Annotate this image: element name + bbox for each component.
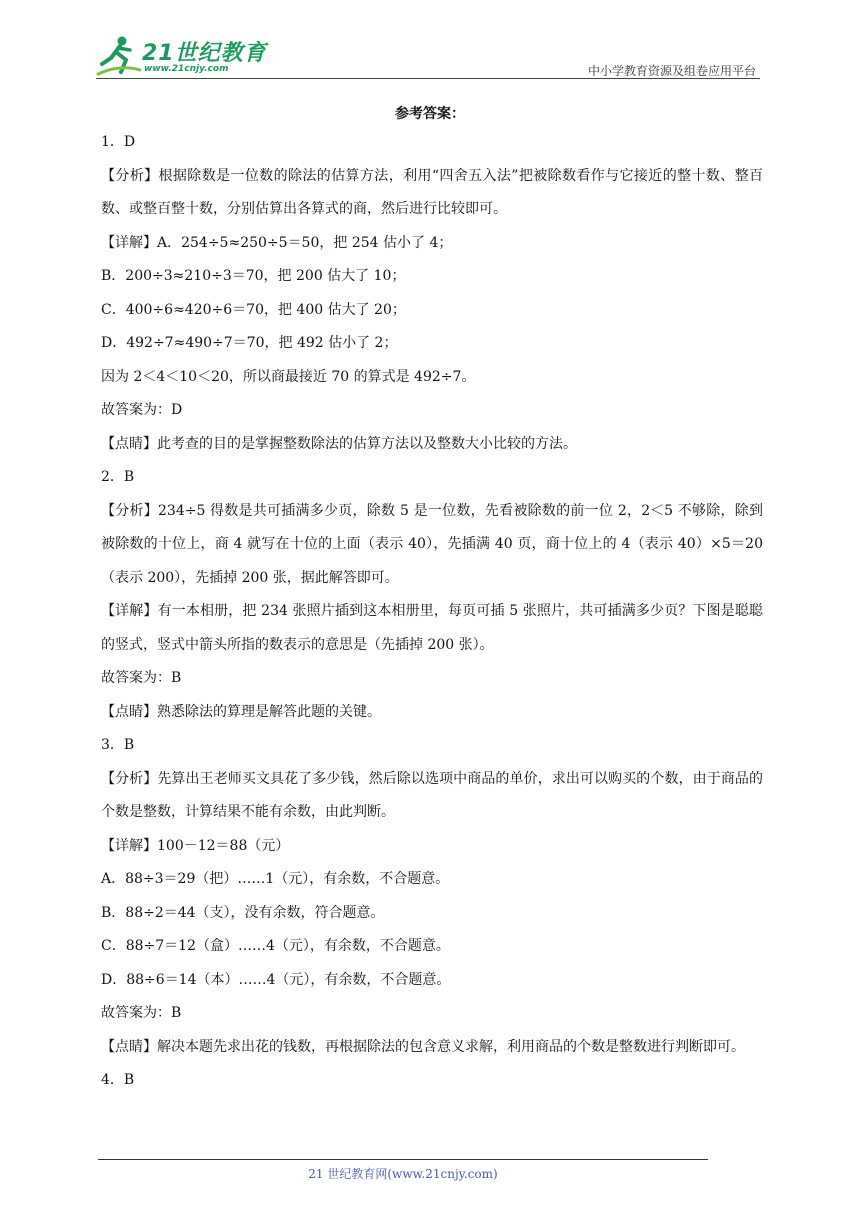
answer-line: 【详解】A．254÷5≈250÷5＝50，把 254 估小了 4； <box>101 234 453 251</box>
answer-line: 【点睛】解决本题先求出花的钱数，再根据除法的包含意义求解，利用商品的个数是整数进行判断即可。 <box>101 1038 745 1055</box>
answer-line: A．88÷3＝29（把）……1（元），有余数，不合题意。 <box>101 871 450 887</box>
answer-line: 4．B <box>101 1072 135 1088</box>
answer-line: 【分析】先算出王老师买文具花了多少钱，然后除以选项中商品的单价，求出可以购买的个数，由于商品的个数是整数，计算结果不能有余数，由此判断。 <box>101 770 763 820</box>
answer-line: 【详解】100－12＝88（元） <box>101 837 290 854</box>
answer-line: 3．B <box>101 737 135 753</box>
answer-line: 【分析】234÷5 得数是共可插满多少页，除数 5 是一位数，先看被除数的前一位 2，2＜5 不够除，除到被除数的十位上，商 4 就写在十位的上面（表示 40），先插满 40 页，商十位上的 4（表示 40）×5＝20（表示 200），先插掉 200 张，据此解答即可。 <box>101 502 763 586</box>
logo-text: 21世纪教育 <box>142 41 267 66</box>
answer-content <box>101 126 763 1098</box>
answer-line: C．88÷7＝12（盒）……4（元），有余数，不合题意。 <box>101 938 450 954</box>
footer-text: 21 世纪教育网(www.21cnjy.com) <box>308 1167 498 1181</box>
answer-line: B．88÷2＝44（支），没有余数，符合题意。 <box>101 904 385 921</box>
answer-line: 因为 2＜4＜10＜20，所以商最接近 70 的算式是 492÷7。 <box>101 368 476 385</box>
answer-line: 故答案为：B <box>101 670 182 686</box>
page-header <box>96 30 760 80</box>
platform-name: 中小学教育资源及组卷应用平台 <box>587 64 756 78</box>
answer-line: D．88÷6＝14（本）……4（元），有余数，不合题意。 <box>101 971 451 988</box>
footer-divider <box>98 1159 708 1160</box>
answer-line: 故答案为：B <box>101 1005 182 1021</box>
answer-line: 【点睛】熟悉除法的算理是解答此题的关键。 <box>101 703 381 720</box>
answer-line: 【分析】根据除数是一位数的除法的估算方法，利用“四舍五入法”把被除数看作与它接近的整十数、整百数、或整百整十数，分别估算出各算式的商，然后进行比较即可。 <box>101 167 763 217</box>
header-divider <box>96 78 760 79</box>
answer-line: C．400÷6≈420÷6＝70，把 400 估大了 20； <box>101 301 406 318</box>
answer-line: 【详解】有一本相册，把 234 张照片插到这本相册里，每页可插 5 张照片，共可插满多少页？下图是聪聪的竖式，竖式中箭头所指的数表示的意思是（先插掉 200 张）。 <box>101 603 763 653</box>
answer-line: B．200÷3≈210÷3＝70，把 200 估大了 10； <box>101 268 406 284</box>
logo <box>96 34 266 78</box>
runner-logo-icon <box>96 34 142 78</box>
logo-url: www.21cnjy.com <box>144 64 229 74</box>
answer-line: 故答案为：D <box>101 402 183 418</box>
answer-line: 1．D <box>101 134 136 150</box>
answer-line: 2．B <box>101 469 135 485</box>
page-title: 参考答案： <box>395 106 465 122</box>
answer-line: D．492÷7≈490÷7＝70，把 492 估小了 2； <box>101 335 398 351</box>
answer-line: 【点睛】此考查的目的是掌握整数除法的估算方法以及整数大小比较的方法。 <box>101 435 577 452</box>
